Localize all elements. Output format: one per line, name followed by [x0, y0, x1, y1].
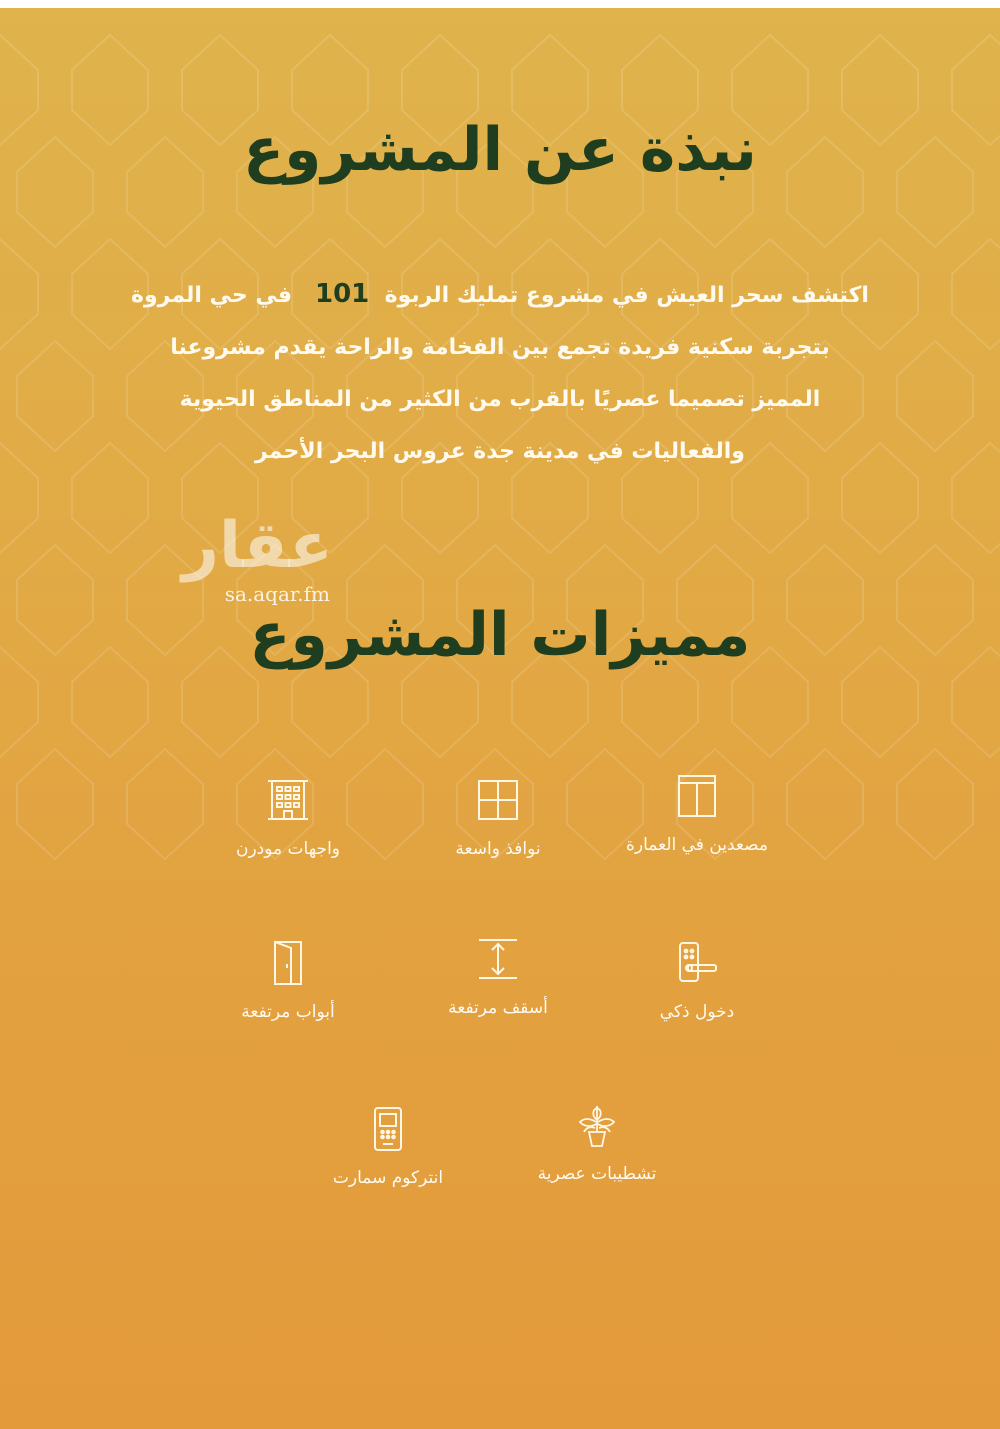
feature-modern-facades	[178, 777, 398, 861]
watermark-logo-word: عقار	[182, 509, 333, 583]
smart-lock-icon	[674, 940, 720, 986]
features-title: مميزات المشروع	[249, 600, 751, 670]
feature-label: أسقف مرتفعة	[448, 998, 548, 1018]
pattern-hexagon	[0, 443, 38, 553]
feature-elevators	[587, 773, 807, 857]
about-text-end: في حي المروة	[131, 283, 292, 308]
about-line-4: والفعاليات في مدينة جدة عروس البحر الأحمر	[255, 439, 745, 464]
feature-label: مصعدين في العمارة	[626, 835, 768, 855]
plant-pot-icon	[574, 1102, 620, 1148]
about-paragraph	[110, 268, 890, 478]
pattern-hexagon	[0, 239, 38, 349]
aqar-watermark	[175, 510, 340, 610]
feature-modern-finishes	[487, 1102, 707, 1186]
pattern-hexagon	[897, 749, 973, 859]
feature-label: أبواب مرتفعة	[241, 1002, 335, 1022]
door-icon	[265, 940, 311, 986]
feature-smart-intercom	[278, 1106, 498, 1190]
feature-high-ceilings	[388, 936, 608, 1020]
pattern-hexagon	[17, 341, 93, 451]
feature-smart-entry	[587, 940, 807, 1024]
watermark-url: sa.aqar.fm	[224, 582, 330, 606]
about-line-1	[110, 268, 890, 322]
feature-high-doors	[178, 940, 398, 1024]
pattern-hexagon	[952, 443, 1000, 553]
pattern-hexagon	[897, 341, 973, 451]
feature-wide-windows	[388, 777, 608, 861]
ceiling-height-icon	[475, 936, 521, 982]
intercom-icon	[365, 1106, 411, 1152]
feature-label: تشطيبات عصرية	[537, 1164, 657, 1184]
top-strip	[0, 0, 1000, 8]
pattern-hexagon	[17, 749, 93, 859]
about-line-3: المميز تصميما عصريًا بالقرب من الكثير من المناطق الحيوية	[179, 387, 821, 412]
about-line-2: بتجربة سكنية فريدة تجمع بين الفخامة والراحة يقدم مشروعنا	[170, 335, 830, 360]
window-icon	[475, 777, 521, 823]
feature-label: دخول ذكي	[659, 1002, 735, 1022]
pattern-hexagon	[952, 239, 1000, 349]
project-number: 101	[314, 279, 370, 309]
feature-label: نوافذ واسعة	[455, 839, 541, 859]
about-text-start: اكتشف سحر العيش في مشروع تمليك الربوة	[384, 283, 869, 308]
building-facade-icon	[265, 777, 311, 823]
elevator-icon	[674, 773, 720, 819]
feature-label: انتركوم سمارت	[332, 1168, 444, 1188]
about-title: نبذة عن المشروع	[243, 115, 757, 185]
feature-label: واجهات مودرن	[235, 839, 341, 859]
